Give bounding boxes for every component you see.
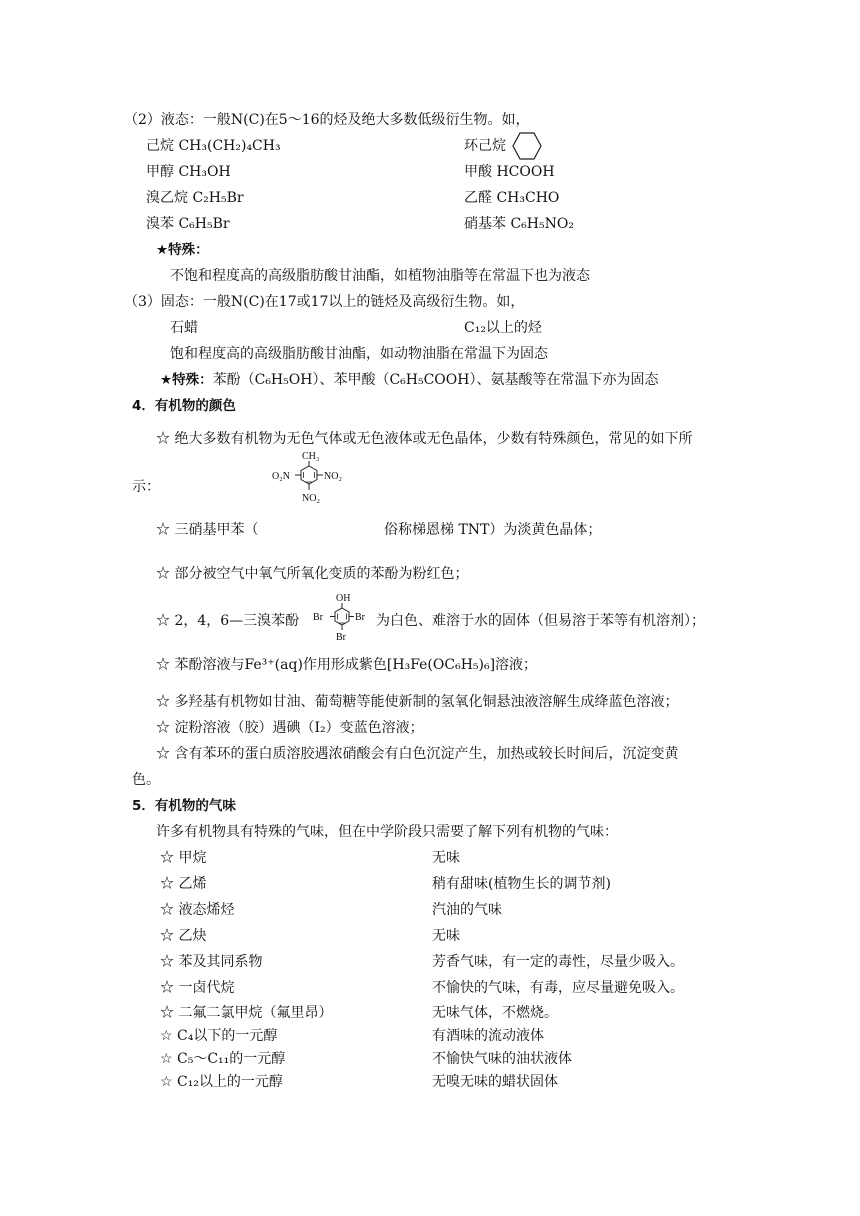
odor-item-description: 不愉快的气味，有毒，应尽量避免吸入。 [432,980,684,996]
tnt-ch3-label: CH₃ [302,451,320,462]
tnt-no2-bottom-label: NO₂ [302,493,320,504]
odor-item-name: ☆ 乙炔 [160,928,207,944]
colors-heading: 4．有机物的颜色 [132,398,236,414]
odor-item-description: 有酒味的流动液体 [432,1028,544,1044]
odor-item-description: 芳香气味，有一定的毒性，尽量少吸入。 [432,954,684,970]
solid-intro: （3）固态：一般N(C)在17或17以上的链烃及高级衍生物。如， [124,294,525,310]
tribromophenol-structure-icon [310,592,374,650]
odor-item-name: ☆ C₁₂以上的一元醇 [160,1074,283,1090]
tnt-line-start: ☆ 三硝基甲苯（ [156,522,259,538]
formic-acid: 甲酸 HCOOH [464,164,555,180]
tbp-oh-label: OH [336,593,351,604]
protein-nitric-a: ☆ 含有苯环的蛋白质溶胶遇浓硝酸会有白色沉淀产生，加热或较长时间后，沉淀变黄 [156,746,679,762]
bromoethane: 溴乙烷 C₂H₅Br [146,190,244,206]
methanol: 甲醇 CH₃OH [146,164,231,180]
odor-item-description: 无嗅无味的蜡状固体 [432,1074,558,1090]
odor-item-description: 无味 [432,850,460,866]
acetaldehyde: 乙醛 CH₃CHO [464,190,560,206]
odor-item-description: 稍有甜味(植物生长的调节剂) [432,876,611,892]
odor-item-name: ☆ C₅～C₁₁的一元醇 [160,1051,286,1067]
odor-item-name: ☆ 液态烯烃 [160,902,235,918]
bromobenzene: 溴苯 C₆H₅Br [146,216,230,232]
hexane: 己烷 CH₃(CH₂)₄CH₃ [146,138,281,154]
colors-para-1b: 示： [132,479,160,495]
liquid-special-label: ★特殊： [156,242,209,258]
tbp-br-left-label: Br [313,612,323,623]
odor-item-name: ☆ 乙烯 [160,876,207,892]
tbp-br-right-label: Br [355,612,365,623]
odor-item-name: ☆ 苯及其同系物 [160,954,263,970]
tbp-br-bottom-label: Br [336,632,346,643]
odor-item-name: ☆ C₄以下的一元醇 [160,1028,278,1044]
paraffin-wax: 石蜡 [170,320,198,336]
liquid-special-text: 不饱和程度高的高级脂肪酸甘油酯，如植物油脂等在常温下也为液态 [170,268,590,284]
odor-heading: 5．有机物的气味 [132,798,236,814]
phenol-fe-complex: ☆ 苯酚溶液与Fe³⁺(aq)作用形成紫色[H₃Fe(OC₆H₅)₆]溶液； [156,657,538,673]
protein-nitric-b: 色。 [132,772,160,788]
odor-item-description: 不愉快气味的油状液体 [432,1051,572,1067]
cyclohexane-ring-icon [511,130,543,162]
liquid-intro: （2）液态：一般N(C)在5～16的烃及绝大多数低级衍生物。如， [124,112,530,128]
saturated-fat: 饱和程度高的高级脂肪酸甘油酯，如动物油脂在常温下为固态 [170,346,548,362]
odor-item-name: ☆ 二氟二氯甲烷（氟里昂） [160,1005,333,1021]
solid-special-line [160,371,658,389]
c12-hydrocarbon: C₁₂以上的烃 [464,320,542,336]
odor-intro: 许多有机物具有特殊的气味，但在中学阶段只需要了解下列有机物的气味： [156,824,618,840]
odor-item-description: 无味 [432,928,460,944]
odor-item-description: 汽油的气味 [432,902,502,918]
nitrobenzene: 硝基苯 C₆H₅NO₂ [464,216,574,232]
phenol-oxidized: ☆ 部分被空气中氧气所氧化变质的苯酚为粉红色； [156,566,469,582]
solid-special-text: 苯酚（C₆H₅OH）、苯甲酸（C₆H₅COOH）、氨基酸等在常温下亦为固态 [212,372,659,388]
starch-iodine: ☆ 淀粉溶液（胶）遇碘（I₂）变蓝色溶液； [156,720,424,736]
odor-item-name: ☆ 一卤代烷 [160,980,235,996]
tribromophenol-line-start: ☆ 2，4，6—三溴苯酚 [156,613,300,629]
odor-item-description: 无味气体，不燃烧。 [432,1005,558,1021]
colors-para-1a: ☆ 绝大多数有机物为无色气体或无色液体或无色晶体，少数有特殊颜色，常见的如下所 [156,431,693,447]
tribromophenol-line-end: 为白色、难溶于水的固体（但易溶于苯等有机溶剂）； [376,613,705,629]
cyclohexane-label: 环己烷 [464,138,506,154]
odor-item-name: ☆ 甲烷 [160,850,207,866]
tnt-line-end: 俗称梯恩梯 TNT）为淡黄色晶体； [384,522,602,538]
tnt-no2-left-label: O₂N [272,471,290,482]
tnt-no2-right-label: NO₂ [324,471,342,482]
polyol-copper: ☆ 多羟基有机物如甘油、葡萄糖等能使新制的氢氧化铜悬浊液溶解生成绛蓝色溶液； [156,694,679,710]
solid-special-label: ★特殊： [160,372,213,388]
tnt-structure-icon [266,448,362,510]
